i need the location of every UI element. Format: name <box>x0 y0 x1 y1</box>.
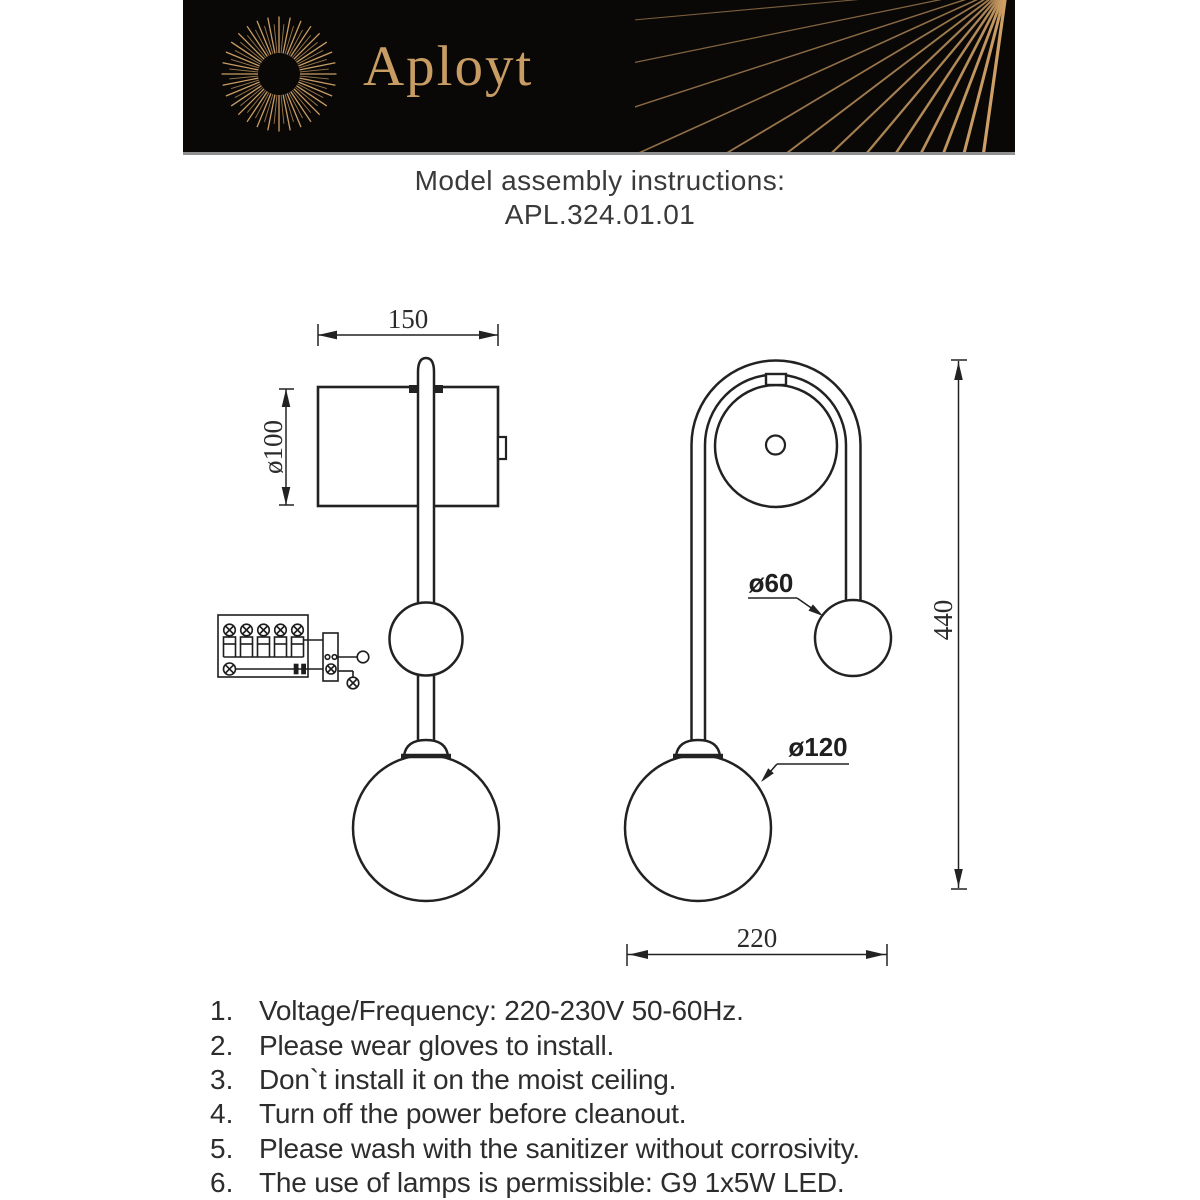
instruction-text: The use of lamps is permissible: G9 1x5W LED. <box>259 1167 845 1199</box>
dim-440-label: 440 <box>928 599 958 641</box>
instruction-number: 6. <box>210 1167 234 1199</box>
glass-ball-front <box>815 600 891 676</box>
rod-collar-right <box>434 385 443 393</box>
shade-side-tab <box>498 437 506 459</box>
instruction-item <box>0 1028 1200 1062</box>
instruction-item <box>0 1097 1200 1131</box>
instruction-number: 5. <box>210 1132 234 1164</box>
glass-globe-side <box>353 755 499 901</box>
wiring-diagram <box>218 615 369 689</box>
glass-globe-front <box>625 755 771 901</box>
instruction-text: Don`t install it on the moist ceiling. <box>259 1063 677 1095</box>
dim-d100-label: ø100 <box>258 420 288 474</box>
dim-220-label: 220 <box>736 923 778 953</box>
dim-d60 <box>748 568 823 616</box>
dim-d120-label: ø120 <box>788 732 848 762</box>
dim-d60-label: ø60 <box>748 568 794 598</box>
sunburst-logo-icon <box>211 6 347 142</box>
rod-collar-left <box>409 385 418 393</box>
instruction-number: 1. <box>210 995 234 1027</box>
instruction-item <box>0 994 1200 1028</box>
page-title: Model assembly instructions: <box>414 165 786 196</box>
plate-top-bracket <box>766 374 786 385</box>
dim-150 <box>318 304 498 346</box>
dim-d100 <box>258 389 294 505</box>
dim-d120 <box>761 732 849 782</box>
instruction-number: 3. <box>210 1063 234 1095</box>
instruction-list <box>0 994 1200 1200</box>
wall-plate <box>715 385 837 507</box>
brand-wordmark: Aployt <box>363 35 534 98</box>
brand-banner <box>183 0 1015 152</box>
dim-150-label: 150 <box>387 304 429 334</box>
dim-440 <box>928 360 967 889</box>
instruction-text: Voltage/Frequency: 220-230V 50-60Hz. <box>259 995 744 1027</box>
globe-cap-front <box>676 740 720 756</box>
front-view-drawing <box>625 360 967 966</box>
instruction-text: Please wear gloves to install. <box>259 1029 615 1061</box>
instruction-item <box>0 1132 1200 1166</box>
instruction-item <box>0 1166 1200 1200</box>
side-view-drawing <box>218 304 506 901</box>
glass-ball-side <box>390 603 463 676</box>
instruction-text: Please wash with the sanitizer without corrosivity. <box>259 1132 860 1164</box>
lamp-shade-outline <box>318 387 498 506</box>
dim-220 <box>627 923 887 966</box>
mounting-rod <box>418 358 434 746</box>
globe-cap-side <box>404 740 448 756</box>
instruction-item <box>0 1063 1200 1097</box>
corner-rays-decoration-icon <box>635 0 1015 152</box>
instruction-text: Turn off the power before cleanout. <box>259 1098 687 1130</box>
instruction-number: 4. <box>210 1098 234 1130</box>
model-number: APL.324.01.01 <box>504 199 696 230</box>
instruction-number: 2. <box>210 1029 234 1061</box>
